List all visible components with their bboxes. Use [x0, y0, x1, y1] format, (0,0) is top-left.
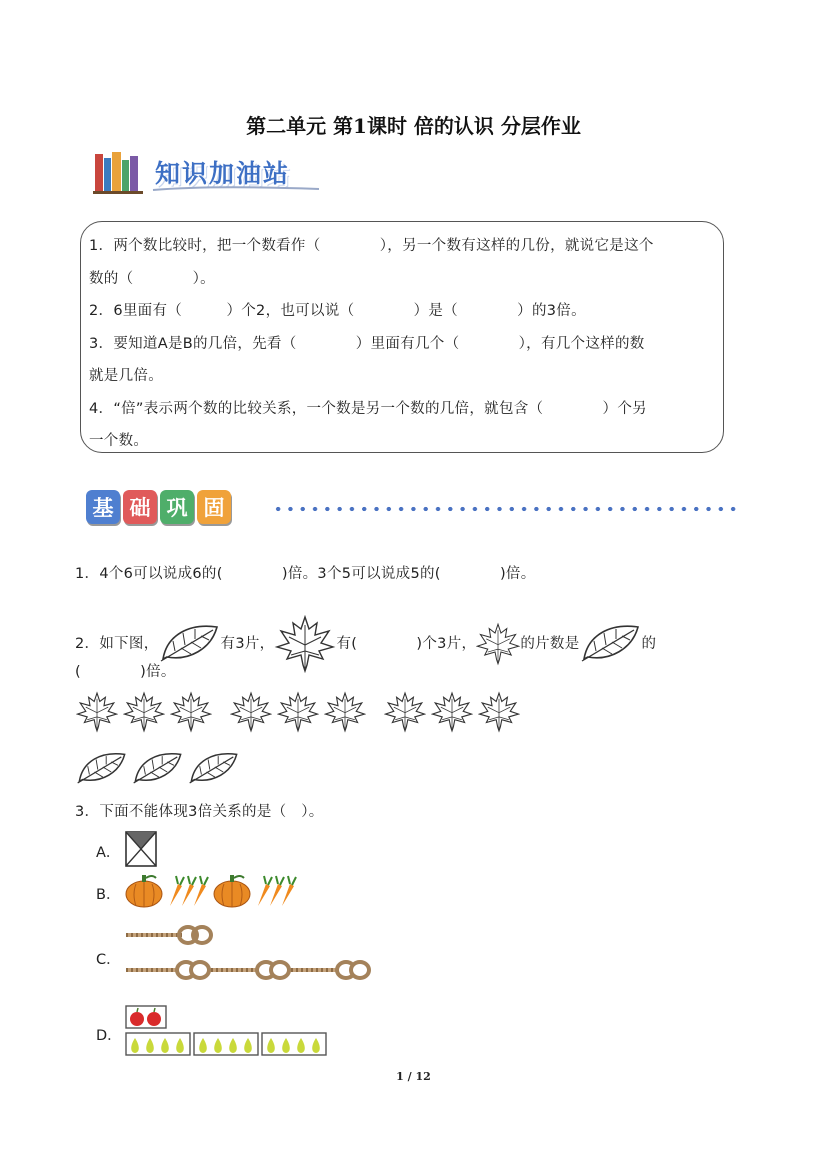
- knowledge-line: 一个数。: [89, 433, 149, 449]
- maple-leaf-icon: [274, 615, 336, 673]
- maple-leaf-icon: [324, 690, 366, 734]
- pumpkin-icon: [212, 872, 252, 908]
- pears-icon: [125, 1032, 191, 1056]
- maple-leaf-icon: [476, 616, 520, 672]
- pears-row: [125, 1032, 327, 1056]
- banner-tile: 基: [86, 490, 120, 524]
- maple-leaf-icon: [478, 690, 520, 734]
- q2-text: 2．如下图，: [75, 635, 159, 652]
- knowledge-heading: 知识加油站: [155, 159, 291, 188]
- apples-icon: [125, 1005, 167, 1029]
- question-2-line2: ( )倍。: [75, 664, 176, 680]
- page-title: 第二单元 第1课时 倍的认识 分层作业: [246, 114, 581, 138]
- knowledge-line: 2．6里面有（ ）个2，也可以说（ ）是（ ）的3倍。: [89, 303, 586, 319]
- option-c-label: C．: [96, 952, 121, 968]
- maple-leaf-icon: [384, 690, 426, 734]
- maple-leaf-icon: [230, 690, 272, 734]
- maple-leaf-icon: [431, 690, 473, 734]
- dotted-divider: [272, 503, 742, 515]
- q2-text: 的: [641, 635, 657, 652]
- q2-text: 的片数是: [520, 635, 580, 652]
- maple-leaf-icon: [277, 690, 319, 734]
- option-b-image: [124, 872, 300, 908]
- banner-tile: 巩: [160, 490, 194, 524]
- option-a-label: A．: [96, 845, 121, 861]
- option-b-label: B．: [96, 887, 121, 903]
- short-rope-icon: [126, 924, 216, 946]
- knowledge-line: 4．“倍”表示两个数的比较关系，一个数是另一个数的几倍，就包含（ ）个另: [89, 400, 647, 417]
- question-3: 3．下面不能体现3倍关系的是（ ）。: [75, 804, 324, 820]
- hourglass-square-icon: [125, 831, 157, 867]
- question-1: 1．4个6可以说成6的( )倍。3个5可以说成5的( )倍。: [75, 566, 536, 582]
- page-number: 1 / 12: [396, 1070, 431, 1083]
- long-rope-icon: [126, 958, 378, 982]
- banner-tile: 固: [197, 490, 231, 524]
- knowledge-line: 1．两个数比较时，把一个数看作（ ），另一个数有这样的几份，就说它是这个: [89, 238, 654, 254]
- knowledge-banner: [93, 150, 290, 194]
- knowledge-line: 就是几倍。: [89, 368, 163, 384]
- maple-leaf-icon: [76, 690, 118, 734]
- leaf-icon: [188, 748, 240, 786]
- leaf-icon: [132, 748, 184, 786]
- leaf-row: [76, 748, 240, 786]
- basics-banner: [86, 490, 234, 524]
- leaf-icon: [76, 748, 128, 786]
- knowledge-line: 3．要知道A是B的几倍，先看（ ）里面有几个（ ），有几个这样的数: [89, 335, 645, 352]
- carrots-icon: [252, 872, 300, 908]
- pumpkin-icon: [124, 872, 164, 908]
- banner-tile: 础: [123, 490, 157, 524]
- maple-leaf-icon: [170, 690, 212, 734]
- option-d-label: D．: [96, 1028, 122, 1044]
- pears-icon: [193, 1032, 259, 1056]
- pears-icon: [261, 1032, 327, 1056]
- q2-text: 有( )个3片，: [336, 635, 477, 652]
- knowledge-line: 数的（ ）。: [89, 270, 215, 287]
- maple-leaf-row: [76, 690, 520, 734]
- carrots-icon: [164, 872, 212, 908]
- leaf-icon: [580, 621, 642, 663]
- banner-underline: [151, 184, 321, 194]
- books-icon: [93, 150, 145, 194]
- leaf-icon: [159, 621, 221, 663]
- q2-text: 有3片，: [220, 635, 275, 652]
- maple-leaf-icon: [123, 690, 165, 734]
- knowledge-box: [80, 221, 724, 453]
